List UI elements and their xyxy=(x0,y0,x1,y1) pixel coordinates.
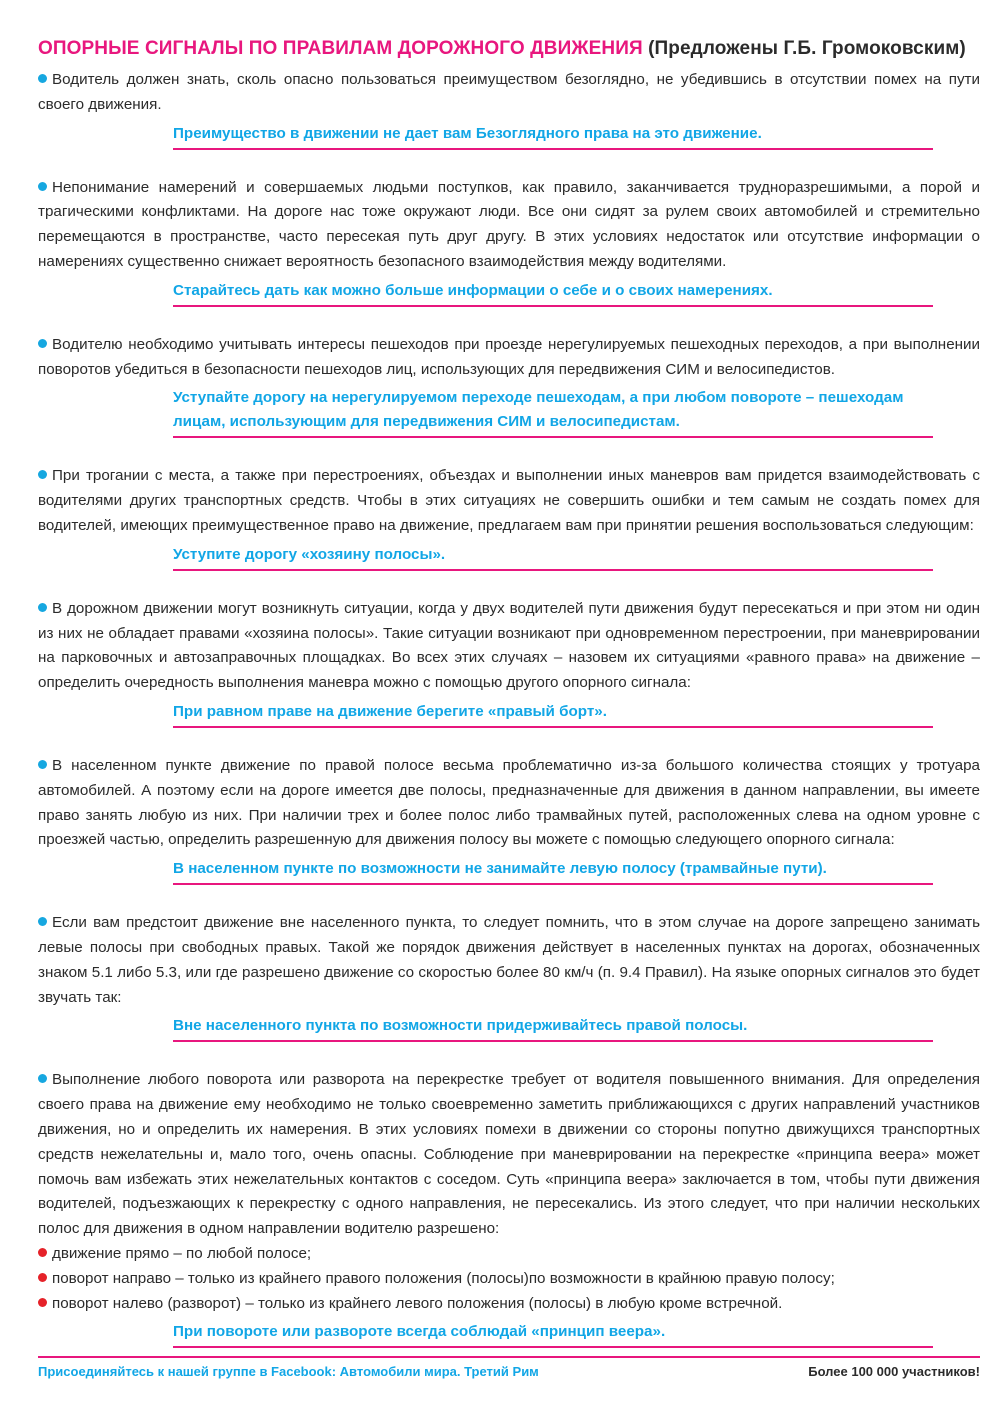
section-3 xyxy=(38,333,980,439)
list-item: движение прямо – по любой полосе; xyxy=(38,1242,980,1267)
section-8 xyxy=(38,1068,980,1348)
bullet-icon xyxy=(38,760,47,769)
bullet-icon xyxy=(38,182,47,191)
signal-rule: В населенном пункте по возможности не занимайте левую полосу (трамвайные пути). xyxy=(173,857,933,885)
section-2 xyxy=(38,176,980,307)
red-bullet-icon xyxy=(38,1273,47,1282)
section-1 xyxy=(38,68,980,150)
title-sub: (Предложены Г.Б. Громоковским) xyxy=(648,38,966,59)
bullet-icon xyxy=(38,1074,47,1083)
section-7 xyxy=(38,911,980,1042)
signal-rule: Уступайте дорогу на нерегулируемом переходе пешеходам, а при любом повороте – пешеходам лицам, использующим для передвижения СИМ и велосипедистам. xyxy=(173,386,933,438)
bullet-icon xyxy=(38,603,47,612)
red-bullet-icon xyxy=(38,1248,47,1257)
section-text: В дорожном движении могут возникнуть ситуации, когда у двух водителей пути движения будут пересекаться и при этом ни один из них не обладает правами «хозяина полосы». Такие ситуации возникают при одновременном перестроении, при маневрировании на парковочных и автозаправочных площадках. Во всех этих случаях – назовем их ситуациями «равного права» на движение – определить очередность выполнения маневра можно с помощью другого опорного сигнала: xyxy=(38,599,980,692)
bullet-icon xyxy=(38,339,47,348)
list-item: поворот налево (разворот) – только из крайнего левого положения (полосы) в любую кроме встречной. xyxy=(38,1292,980,1317)
section-4 xyxy=(38,464,980,570)
section-6 xyxy=(38,754,980,885)
signal-rule: Вне населенного пункта по возможности придерживайтесь правой полосы. xyxy=(173,1014,933,1042)
footer xyxy=(38,1356,980,1379)
bullet-icon xyxy=(38,74,47,83)
section-text: Если вам предстоит движение вне населенного пункта, то следует помнить, что в этом случае на дороге запрещено занимать левые полосы при свободных правых. Такой же порядок движения действует в населенных пунктах на дорогах, обозначенных знаком 5.1 либо 5.3, или где разрешено движение со скоростью более 80 км/ч (п. 9.4 Правил). На языке опорных сигналов это будет звучать так: xyxy=(38,914,980,1006)
members-count: Более 100 000 участников! xyxy=(808,1364,980,1379)
list-item: поворот направо – только из крайнего правого положения (полосы)по возможности в крайнюю правую полосу; xyxy=(38,1267,980,1292)
section-text: Водителю необходимо учитывать интересы пешеходов при проезде нерегулируемых пешеходных переходов, а при выполнении поворотов убедиться в безопасности пешеходов лиц, использующих для передвижения СИМ и велосипедистов. xyxy=(38,335,980,378)
signal-rule: Преимущество в движении не дает вам Безоглядного права на это движение. xyxy=(173,122,933,150)
red-bullet-icon xyxy=(38,1298,47,1307)
section-text: В населенном пункте движение по правой полосе весьма проблематично из-за большого количества стоящих у тротуара автомобилей. А поэтому если на дороге имеется две полосы, предназначенные для движения в данном направлении, вы имеете право занять любую из них. При наличии трех и более полос либо трамвайных путей, расположенных слева на одном уровне с проезжей частью, определить разрешенную для движения полосу вы можете с помощью следующего опорного сигнала: xyxy=(38,756,980,849)
title-main: ОПОРНЫЕ СИГНАЛЫ ПО ПРАВИЛАМ ДОРОЖНОГО ДВИЖЕНИЯ xyxy=(38,38,643,59)
page-title xyxy=(38,38,980,60)
signal-rule: Уступите дорогу «хозяину полосы». xyxy=(173,543,933,571)
section-text: Непонимание намерений и совершаемых людьми поступков, как правило, заканчивается трудноразрешимыми, а порой и трагическими конфликтами. На дороге нас тоже окружают люди. Все они сидят за рулем своих автомобилей и стремительно перемещаются в пространстве, часто пересекая путь друг другу. В этих условиях недостаток или отсутствие информации о намерениях существенно снижает вероятность безопасного взаимодействия между водителями. xyxy=(38,178,980,270)
bullet-icon xyxy=(38,917,47,926)
section-text: При трогании с места, а также при перестроениях, объездах и выполнении иных маневров вам придется взаимодействовать с водителями других транспортных средств. Чтобы в этих ситуациях не совершить ошибки и тем самым не создать помех для водителей, имеющих преимущественное право на движение, предлагаем вам при принятии решения воспользоваться следующим: xyxy=(38,467,980,534)
signal-rule: При равном праве на движение берегите «правый борт». xyxy=(173,700,933,728)
bullet-icon xyxy=(38,470,47,479)
signal-rule: Старайтесь дать как можно больше информации о себе и о своих намерениях. xyxy=(173,279,933,307)
section-text: Водитель должен знать, сколь опасно пользоваться преимуществом безоглядно, не убедившись в отсутствии помех на пути своего движения. xyxy=(38,71,980,113)
section-5 xyxy=(38,597,980,728)
section-text: Выполнение любого поворота или разворота на перекрестке требует от водителя повышенного внимания. Для определения своего права на движение ему необходимо не только своевременно заметить приближающихся с других направлений участников движения, но и определить их намерения. В этих условиях помехи в движении со стороны попутно движущихся транспортных средств нежелательны и, мало того, очень опасны. Соблюдение при маневрировании на перекрестке «принципа веера» может помочь вам избежать этих нежелательных контактов с соседом. Суть «принципа веера» заключается в том, чтобы пути движения водителей, подъезжающих к перекрестку с одного направления, не пересекались. Из этого следует, что при наличии нескольких полос для движения в одном направлении водителю разрешено: xyxy=(38,1071,980,1238)
signal-rule: При повороте или развороте всегда соблюдай «принцип веера». xyxy=(173,1320,933,1348)
facebook-group-text: Присоединяйтесь к нашей группе в Facebook: Автомобили мира. Третий Рим xyxy=(38,1364,539,1379)
